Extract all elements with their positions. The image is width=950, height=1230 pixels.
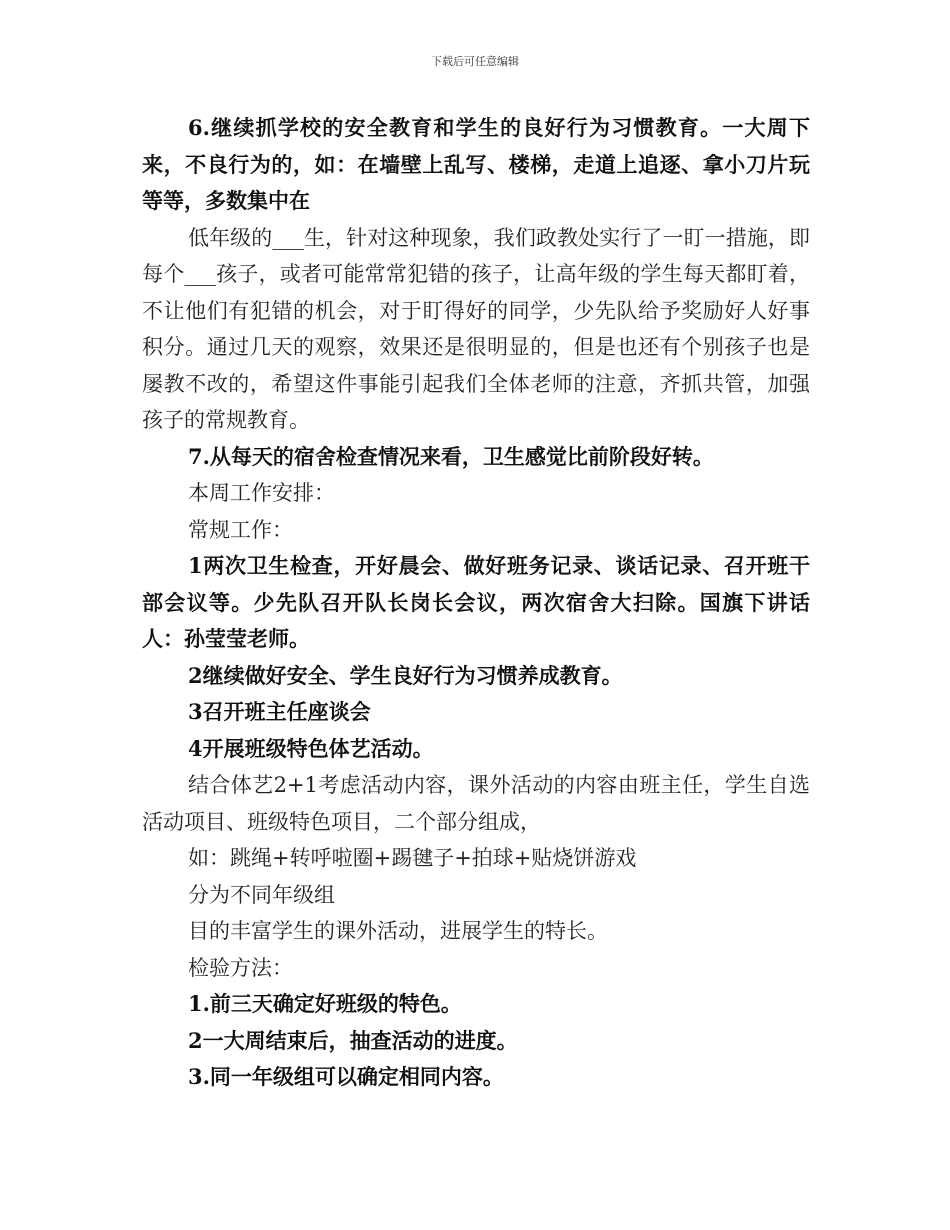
paragraph-activity-examples: 如：跳绳+转呼啦圈+踢毽子+拍球+贴烧饼游戏 [188, 846, 637, 870]
paragraph-item-7-dorm-inspection: 7.从每天的宿舍检查情况来看，卫生感觉比前阶段好转。 [188, 443, 714, 469]
paragraph-purpose: 目的丰富学生的课外活动，进展学生的特长。 [188, 919, 608, 943]
paragraph-item-6-safety-education: 6.继续抓学校的安全教育和学生的良好行为习惯教育。一大周下来，不良行为的，如：在墙壁上乱写、楼梯，走道上追逐、拿小刀片玩等等，多数集中在 [142, 115, 810, 213]
routine-item-2: 2继续做好安全、学生良好行为习惯养成教育。 [188, 662, 623, 688]
section-heading-routine-work: 常规工作： [188, 517, 293, 542]
method-item-2: 2一大周结束后，抽查活动的进度。 [188, 1027, 518, 1053]
routine-item-3: 3召开班主任座谈会 [188, 699, 371, 724]
method-item-1: 1.前三天确定好班级的特色。 [188, 991, 462, 1016]
paragraph-grade-groups: 分为不同年级组 [188, 882, 335, 907]
method-item-3: 3.同一年级组可以确定相同内容。 [188, 1064, 504, 1089]
routine-item-4: 4开展班级特色体艺活动。 [188, 735, 434, 761]
page-header: 下载后可任意编辑 [431, 55, 519, 68]
routine-item-1: 1两次卫生检查，开好晨会、做好班务记录、谈话记录、召开班干部会议等。少先队召开队长岗长会议，两次宿舍大扫除。国旗下讲话人：孙莹莹老师。 [142, 553, 810, 651]
document-body [142, 110, 810, 1096]
paragraph-activity-content: 结合体艺2+1考虑活动内容，课外活动的内容由班主任，学生自选活动项目、班级特色项目，二个部分组成， [142, 773, 810, 834]
section-heading-inspection-method: 检验方法： [188, 955, 293, 980]
section-heading-weekly-plan: 本周工作安排： [188, 481, 335, 505]
paragraph-low-grade-measures: 低年级的___生，针对这种现象，我们政教处实行了一盯一措施，即每个___孩子，或者可能常常犯错的孩子，让高年级的学生每天都盯着，不让他们有犯错的机会，对于盯得好的同学，少先队给予奖励好人好事积分。通过几天的观察，效果还是很明显的，但是也还有个别孩子也是屡教不改的，希望这件事能引起我们全体老师的注意，齐抓共管，加强孩子的常规教育。 [142, 225, 810, 432]
